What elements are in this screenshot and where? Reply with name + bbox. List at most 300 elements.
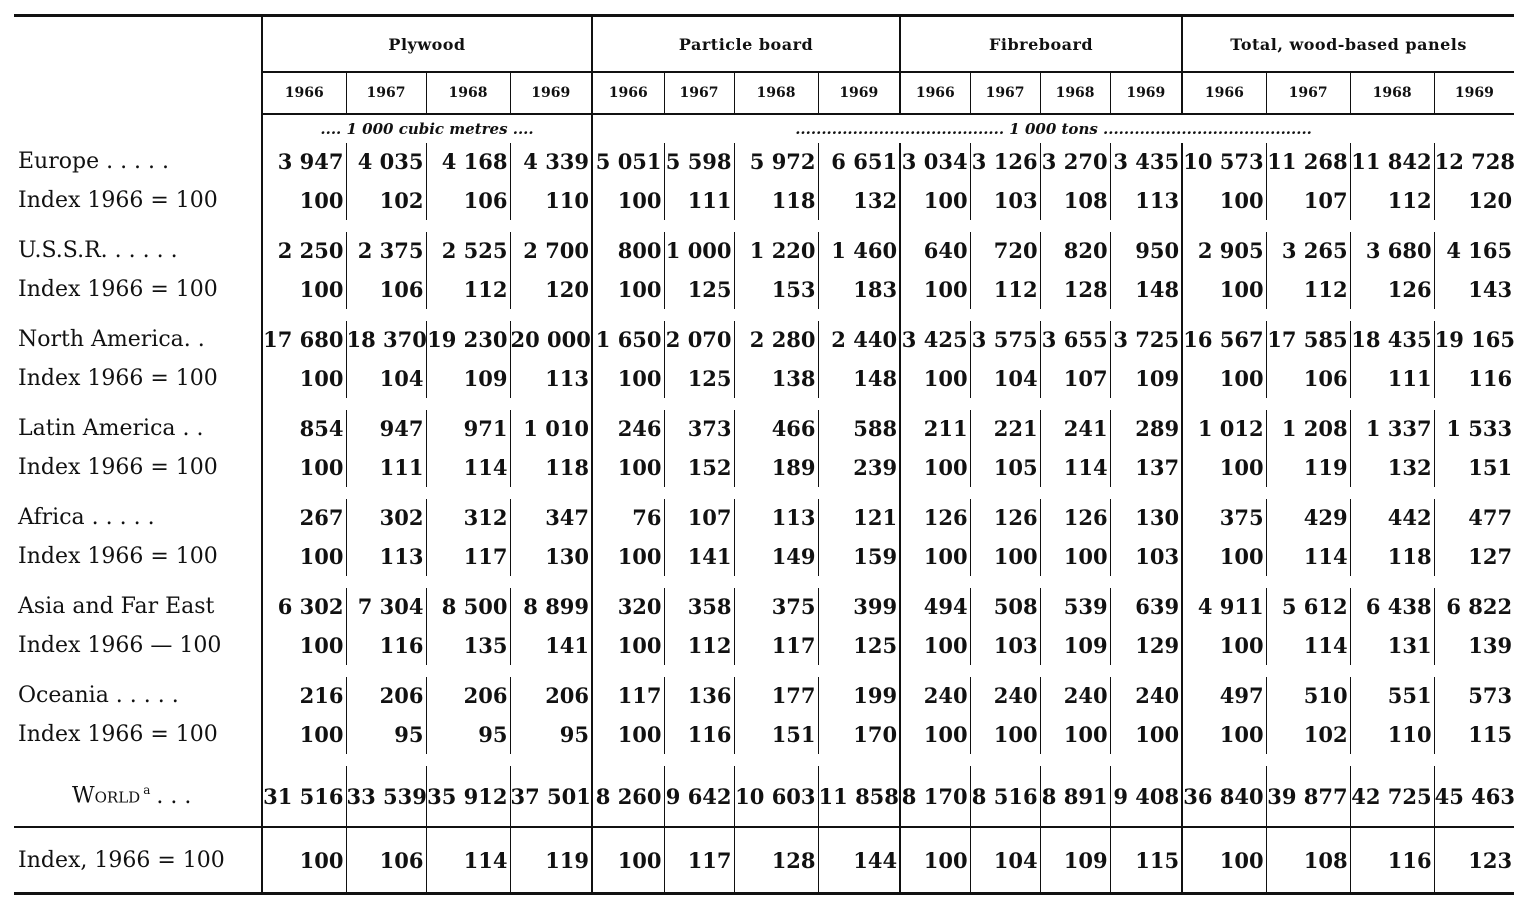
spacer-cell xyxy=(592,576,664,588)
index-value-cell: 100 xyxy=(592,180,664,220)
spacer-cell xyxy=(818,754,900,766)
spacer-cell xyxy=(970,398,1040,410)
unit-plywood: .... 1 000 cubic metres .... xyxy=(262,114,592,143)
index-value-cell: 119 xyxy=(510,827,592,894)
region-row xyxy=(14,677,1514,714)
spacer-cell xyxy=(1434,754,1514,766)
value-cell: 206 xyxy=(510,677,592,714)
value-cell: 37 501 xyxy=(510,766,592,827)
value-cell: 136 xyxy=(664,677,734,714)
spacer-cell xyxy=(426,754,510,766)
spacer-cell xyxy=(1350,487,1434,499)
value-cell: 18 370 xyxy=(346,321,426,358)
spacer-cell xyxy=(346,398,426,410)
value-cell: 10 603 xyxy=(734,766,818,827)
index-value-cell: 239 xyxy=(818,447,900,487)
value-cell: 7 304 xyxy=(346,588,426,625)
value-cell: 6 438 xyxy=(1350,588,1434,625)
value-cell: 39 877 xyxy=(1266,766,1350,827)
index-value-cell: 170 xyxy=(818,714,900,754)
spacer-cell xyxy=(1110,665,1182,677)
index-value-cell: 141 xyxy=(664,536,734,576)
index-value-cell: 100 xyxy=(970,536,1040,576)
spacer-cell xyxy=(1182,398,1266,410)
value-cell: 221 xyxy=(970,410,1040,447)
corner-cell xyxy=(14,72,262,114)
wood-panels-production-table xyxy=(14,14,1514,895)
index-value-cell: 116 xyxy=(1350,827,1434,894)
region-label: Latin America . . xyxy=(18,416,204,441)
spacer-cell xyxy=(664,487,734,499)
value-cell: 19 230 xyxy=(426,321,510,358)
value-cell: 508 xyxy=(970,588,1040,625)
value-cell: 971 xyxy=(426,410,510,447)
spacer-cell xyxy=(1110,754,1182,766)
spacer-cell xyxy=(426,665,510,677)
value-cell: 373 xyxy=(664,410,734,447)
year-header-row xyxy=(14,72,1514,114)
index-label: Index 1966 = 100 xyxy=(18,276,218,302)
index-row xyxy=(14,714,1514,754)
index-value-cell: 116 xyxy=(346,625,426,665)
spacer-cell xyxy=(664,665,734,677)
spacer-cell xyxy=(262,309,346,321)
spacer-cell xyxy=(346,665,426,677)
index-value-cell: 114 xyxy=(1266,536,1350,576)
world-label xyxy=(14,766,262,827)
spacer-cell xyxy=(262,665,346,677)
spacer-cell xyxy=(1434,220,1514,232)
value-cell: 1 460 xyxy=(818,232,900,269)
spacer-cell xyxy=(510,754,592,766)
spacer-cell xyxy=(426,220,510,232)
value-cell: 399 xyxy=(818,588,900,625)
spacer-cell xyxy=(510,398,592,410)
value-cell: 240 xyxy=(1110,677,1182,714)
value-cell: 246 xyxy=(592,410,664,447)
value-cell: 121 xyxy=(818,499,900,536)
value-cell: 442 xyxy=(1350,499,1434,536)
value-cell: 6 651 xyxy=(818,143,900,180)
spacer-cell xyxy=(262,754,346,766)
value-cell: 11 842 xyxy=(1350,143,1434,180)
spacer-cell xyxy=(900,576,970,588)
region-label: Oceania . . . . . xyxy=(18,683,179,708)
spacer-cell xyxy=(900,754,970,766)
spacer-cell xyxy=(346,754,426,766)
index-value-cell: 105 xyxy=(970,447,1040,487)
spacer-cell xyxy=(592,754,664,766)
value-cell: 76 xyxy=(592,499,664,536)
index-value-cell: 117 xyxy=(664,827,734,894)
index-value-cell: 106 xyxy=(426,180,510,220)
index-row xyxy=(14,625,1514,665)
value-cell: 3 655 xyxy=(1040,321,1110,358)
value-cell: 494 xyxy=(900,588,970,625)
index-value-cell: 104 xyxy=(970,827,1040,894)
spacer-row xyxy=(14,398,1514,410)
spacer-cell xyxy=(1266,487,1350,499)
index-value-cell: 100 xyxy=(262,180,346,220)
group-header-row xyxy=(14,16,1514,73)
value-cell: 36 840 xyxy=(1182,766,1266,827)
index-value-cell: 112 xyxy=(1266,269,1350,309)
world-index-label: Index, 1966 = 100 xyxy=(14,827,262,894)
spacer-cell xyxy=(510,665,592,677)
region-row xyxy=(14,499,1514,536)
value-cell: 8 899 xyxy=(510,588,592,625)
index-value-cell: 137 xyxy=(1110,447,1182,487)
index-value-cell: 114 xyxy=(1040,447,1110,487)
index-value-cell: 128 xyxy=(734,827,818,894)
index-value-cell: 100 xyxy=(1110,714,1182,754)
spacer-cell xyxy=(14,309,262,321)
year-header: 1969 xyxy=(818,72,900,114)
value-cell: 854 xyxy=(262,410,346,447)
index-value-cell: 103 xyxy=(970,180,1040,220)
index-value-cell: 113 xyxy=(346,536,426,576)
spacer-cell xyxy=(818,309,900,321)
spacer-cell xyxy=(1350,754,1434,766)
year-header: 1968 xyxy=(1040,72,1110,114)
value-cell: 8 500 xyxy=(426,588,510,625)
value-cell: 199 xyxy=(818,677,900,714)
spacer-cell xyxy=(262,398,346,410)
value-cell: 429 xyxy=(1266,499,1350,536)
index-value-cell: 117 xyxy=(426,536,510,576)
index-value-cell: 112 xyxy=(970,269,1040,309)
index-value-cell: 138 xyxy=(734,358,818,398)
spacer-cell xyxy=(818,220,900,232)
index-value-cell: 100 xyxy=(1182,269,1266,309)
index-value-cell: 153 xyxy=(734,269,818,309)
spacer-cell xyxy=(1350,398,1434,410)
world-index-row xyxy=(14,827,1514,894)
index-value-cell: 127 xyxy=(1434,536,1514,576)
index-value-cell: 100 xyxy=(262,536,346,576)
value-cell: 1 337 xyxy=(1350,410,1434,447)
index-value-cell: 100 xyxy=(1182,358,1266,398)
year-header: 1969 xyxy=(1110,72,1182,114)
index-value-cell: 107 xyxy=(1266,180,1350,220)
world-total-row xyxy=(14,766,1514,827)
index-value-cell: 123 xyxy=(1434,827,1514,894)
group-total-panels: Total, wood-based panels xyxy=(1182,16,1514,73)
value-cell: 206 xyxy=(346,677,426,714)
spacer-cell xyxy=(734,576,818,588)
value-cell: 19 165 xyxy=(1434,321,1514,358)
index-value-cell: 120 xyxy=(1434,180,1514,220)
index-value-cell: 100 xyxy=(900,180,970,220)
index-value-cell: 129 xyxy=(1110,625,1182,665)
value-cell: 6 822 xyxy=(1434,588,1514,625)
spacer-cell xyxy=(1040,754,1110,766)
spacer-cell xyxy=(1182,487,1266,499)
value-cell: 5 972 xyxy=(734,143,818,180)
value-cell: 2 070 xyxy=(664,321,734,358)
index-value-cell: 118 xyxy=(1350,536,1434,576)
index-value-cell: 118 xyxy=(510,447,592,487)
spacer-cell xyxy=(818,398,900,410)
spacer-row xyxy=(14,220,1514,232)
spacer-cell xyxy=(1182,754,1266,766)
value-cell: 5 612 xyxy=(1266,588,1350,625)
spacer-cell xyxy=(14,665,262,677)
production-table-container xyxy=(14,14,1514,895)
index-value-cell: 115 xyxy=(1110,827,1182,894)
value-cell: 2 700 xyxy=(510,232,592,269)
index-row xyxy=(14,536,1514,576)
value-cell: 20 000 xyxy=(510,321,592,358)
spacer-cell xyxy=(1040,576,1110,588)
index-value-cell: 106 xyxy=(1266,358,1350,398)
value-cell: 18 435 xyxy=(1350,321,1434,358)
index-value-cell: 120 xyxy=(510,269,592,309)
index-value-cell: 126 xyxy=(1350,269,1434,309)
index-value-cell: 100 xyxy=(900,536,970,576)
index-value-cell: 107 xyxy=(1040,358,1110,398)
index-value-cell: 100 xyxy=(970,714,1040,754)
value-cell: 3 680 xyxy=(1350,232,1434,269)
value-cell: 3 034 xyxy=(900,143,970,180)
year-header: 1968 xyxy=(734,72,818,114)
index-value-cell: 100 xyxy=(900,358,970,398)
spacer-cell xyxy=(346,576,426,588)
value-cell: 16 567 xyxy=(1182,321,1266,358)
region-label: Africa . . . . . xyxy=(18,505,155,530)
index-value-cell: 117 xyxy=(734,625,818,665)
value-cell: 4 911 xyxy=(1182,588,1266,625)
spacer-cell xyxy=(818,487,900,499)
value-cell: 302 xyxy=(346,499,426,536)
value-cell: 639 xyxy=(1110,588,1182,625)
index-value-cell: 119 xyxy=(1266,447,1350,487)
spacer-cell xyxy=(1182,665,1266,677)
index-value-cell: 116 xyxy=(1434,358,1514,398)
index-value-cell: 114 xyxy=(426,447,510,487)
spacer-cell xyxy=(664,220,734,232)
spacer-cell xyxy=(1350,576,1434,588)
index-label: Index 1966 = 100 xyxy=(18,454,218,480)
value-cell: 1 650 xyxy=(592,321,664,358)
spacer-cell xyxy=(1110,220,1182,232)
index-label: Index 1966 = 100 xyxy=(18,187,218,213)
corner-cell xyxy=(14,16,262,73)
spacer-cell xyxy=(14,398,262,410)
spacer-cell xyxy=(664,576,734,588)
value-cell: 1 208 xyxy=(1266,410,1350,447)
index-value-cell: 100 xyxy=(1182,827,1266,894)
value-cell: 1 000 xyxy=(664,232,734,269)
index-value-cell: 95 xyxy=(510,714,592,754)
value-cell: 240 xyxy=(970,677,1040,714)
value-cell: 2 440 xyxy=(818,321,900,358)
index-value-cell: 125 xyxy=(818,625,900,665)
value-cell: 35 912 xyxy=(426,766,510,827)
index-label: Index 1966 = 100 xyxy=(18,721,218,747)
spacer-cell xyxy=(262,576,346,588)
index-value-cell: 100 xyxy=(592,447,664,487)
spacer-cell xyxy=(1266,754,1350,766)
region-row xyxy=(14,143,1514,180)
year-header: 1966 xyxy=(1182,72,1266,114)
index-value-cell: 100 xyxy=(1040,714,1110,754)
spacer-cell xyxy=(970,309,1040,321)
value-cell: 4 168 xyxy=(426,143,510,180)
value-cell: 8 891 xyxy=(1040,766,1110,827)
spacer-cell xyxy=(510,576,592,588)
value-cell: 12 728 xyxy=(1434,143,1514,180)
spacer-cell xyxy=(970,576,1040,588)
index-value-cell: 118 xyxy=(734,180,818,220)
world-label-text: World xyxy=(72,783,141,809)
index-label: Index 1966 — 100 xyxy=(18,632,222,658)
index-value-cell: 95 xyxy=(346,714,426,754)
spacer-cell xyxy=(734,398,818,410)
index-value-cell: 132 xyxy=(1350,447,1434,487)
spacer-cell xyxy=(1182,220,1266,232)
value-cell: 375 xyxy=(1182,499,1266,536)
value-cell: 640 xyxy=(900,232,970,269)
spacer-cell xyxy=(1350,220,1434,232)
spacer-cell xyxy=(346,220,426,232)
value-cell: 3 435 xyxy=(1110,143,1182,180)
index-value-cell: 108 xyxy=(1266,827,1350,894)
index-value-cell: 109 xyxy=(426,358,510,398)
spacer-cell xyxy=(734,309,818,321)
spacer-cell xyxy=(346,487,426,499)
index-value-cell: 111 xyxy=(664,180,734,220)
spacer-cell xyxy=(1110,398,1182,410)
index-value-cell: 113 xyxy=(1110,180,1182,220)
value-cell: 3 425 xyxy=(900,321,970,358)
value-cell: 45 463 xyxy=(1434,766,1514,827)
value-cell: 206 xyxy=(426,677,510,714)
value-cell: 3 126 xyxy=(970,143,1040,180)
value-cell: 17 585 xyxy=(1266,321,1350,358)
spacer-cell xyxy=(426,487,510,499)
index-value-cell: 116 xyxy=(664,714,734,754)
value-cell: 375 xyxy=(734,588,818,625)
index-row xyxy=(14,358,1514,398)
spacer-cell xyxy=(592,487,664,499)
spacer-cell xyxy=(970,220,1040,232)
value-cell: 11 858 xyxy=(818,766,900,827)
index-value-cell: 159 xyxy=(818,536,900,576)
spacer-row xyxy=(14,665,1514,677)
value-cell: 4 165 xyxy=(1434,232,1514,269)
year-header: 1966 xyxy=(592,72,664,114)
index-label: Index 1966 = 100 xyxy=(18,365,218,391)
index-value-cell: 125 xyxy=(664,269,734,309)
year-header: 1966 xyxy=(900,72,970,114)
year-header: 1968 xyxy=(426,72,510,114)
spacer-cell xyxy=(592,220,664,232)
value-cell: 5 598 xyxy=(664,143,734,180)
spacer-cell xyxy=(346,309,426,321)
year-header: 1967 xyxy=(664,72,734,114)
value-cell: 113 xyxy=(734,499,818,536)
index-value-cell: 100 xyxy=(1040,536,1110,576)
spacer-cell xyxy=(664,398,734,410)
index-value-cell: 106 xyxy=(346,269,426,309)
index-value-cell: 100 xyxy=(900,625,970,665)
index-label: Index 1966 = 100 xyxy=(18,543,218,569)
value-cell: 588 xyxy=(818,410,900,447)
spacer-row xyxy=(14,309,1514,321)
value-cell: 42 725 xyxy=(1350,766,1434,827)
index-value-cell: 100 xyxy=(1182,714,1266,754)
value-cell: 5 051 xyxy=(592,143,664,180)
spacer-cell xyxy=(510,309,592,321)
value-cell: 31 516 xyxy=(262,766,346,827)
index-value-cell: 111 xyxy=(1350,358,1434,398)
year-header: 1967 xyxy=(970,72,1040,114)
spacer-cell xyxy=(1040,487,1110,499)
spacer-cell xyxy=(510,220,592,232)
spacer-cell xyxy=(1350,309,1434,321)
group-particle-board: Particle board xyxy=(592,16,900,73)
spacer-cell xyxy=(592,398,664,410)
index-value-cell: 100 xyxy=(592,827,664,894)
value-cell: 347 xyxy=(510,499,592,536)
index-value-cell: 183 xyxy=(818,269,900,309)
spacer-cell xyxy=(900,220,970,232)
spacer-cell xyxy=(818,665,900,677)
index-row xyxy=(14,447,1514,487)
index-value-cell: 110 xyxy=(1350,714,1434,754)
index-value-cell: 189 xyxy=(734,447,818,487)
spacer-cell xyxy=(970,665,1040,677)
spacer-row xyxy=(14,487,1514,499)
value-cell: 8 516 xyxy=(970,766,1040,827)
spacer-cell xyxy=(1182,309,1266,321)
spacer-cell xyxy=(900,309,970,321)
spacer-cell xyxy=(1266,220,1350,232)
value-cell: 6 302 xyxy=(262,588,346,625)
region-row xyxy=(14,588,1514,625)
spacer-cell xyxy=(970,487,1040,499)
index-value-cell: 151 xyxy=(1434,447,1514,487)
index-value-cell: 102 xyxy=(346,180,426,220)
value-cell: 177 xyxy=(734,677,818,714)
index-value-cell: 109 xyxy=(1040,827,1110,894)
index-value-cell: 149 xyxy=(734,536,818,576)
index-value-cell: 104 xyxy=(346,358,426,398)
index-value-cell: 111 xyxy=(346,447,426,487)
unit-tons: ........................................ 1 000 tons ........................................ xyxy=(592,114,1514,143)
value-cell: 126 xyxy=(1040,499,1110,536)
value-cell: 539 xyxy=(1040,588,1110,625)
spacer-cell xyxy=(426,398,510,410)
spacer-cell xyxy=(510,487,592,499)
value-cell: 2 375 xyxy=(346,232,426,269)
spacer-cell xyxy=(970,754,1040,766)
index-value-cell: 125 xyxy=(664,358,734,398)
corner-cell xyxy=(14,114,262,143)
value-cell: 820 xyxy=(1040,232,1110,269)
spacer-cell xyxy=(1040,398,1110,410)
index-value-cell: 115 xyxy=(1434,714,1514,754)
spacer-cell xyxy=(426,576,510,588)
spacer-cell xyxy=(664,754,734,766)
spacer-cell xyxy=(262,220,346,232)
spacer-cell xyxy=(1110,576,1182,588)
index-value-cell: 139 xyxy=(1434,625,1514,665)
value-cell: 117 xyxy=(592,677,664,714)
index-value-cell: 100 xyxy=(592,714,664,754)
index-value-cell: 100 xyxy=(592,536,664,576)
